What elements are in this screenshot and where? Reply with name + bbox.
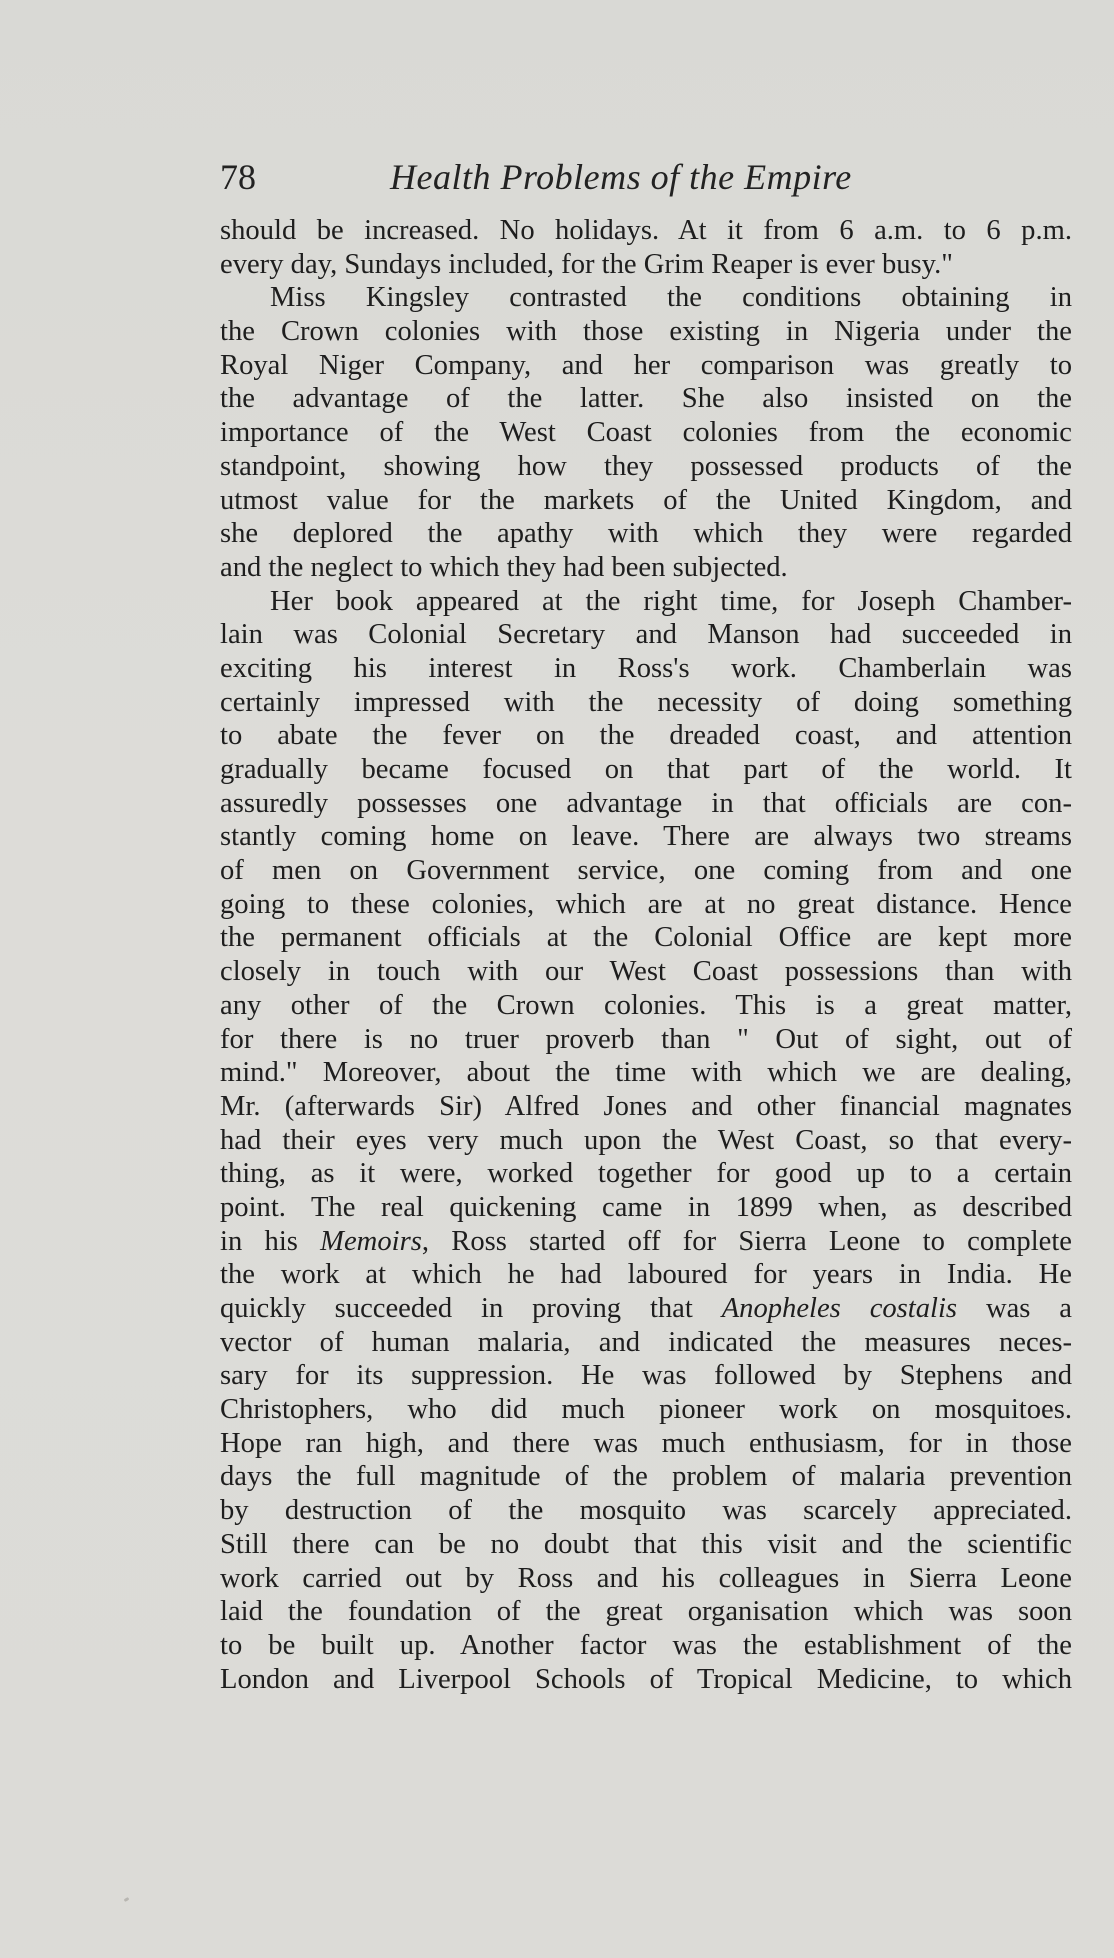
text-line: gradually became focused on that part of the world. It — [220, 754, 1072, 785]
text-line: exciting his interest in Ross's work. Chamberlain was — [220, 652, 1072, 684]
text-line: the advantage of the latter. She also insisted on the — [220, 383, 1072, 415]
text-line: standpoint, showing how they possessed products of the — [220, 450, 1072, 482]
text-line: Miss Kingsley contrasted the conditions obtaining in — [270, 282, 1072, 314]
text-line: to be built up. Another factor was the establishment of the — [220, 1629, 1072, 1661]
text-line: assuredly possesses one advantage in that officials are con- — [220, 787, 1072, 819]
text-line: point. The real quickening came in 1899 when, as described — [220, 1191, 1072, 1223]
text-line: sary for its suppression. He was followed by Stephens and — [220, 1360, 1072, 1392]
text-line: Royal Niger Company, and her comparison was greatly to — [220, 349, 1072, 381]
text-line: Christophers, who did much pioneer work on mosquitoes. — [220, 1394, 1072, 1426]
text-line: every day, Sundays included, for the Grim Reaper is ever busy." — [220, 248, 953, 280]
text-line: laid the foundation of the great organisation which was soon — [220, 1596, 1072, 1628]
text-line: closely in touch with our West Coast possessions than with — [220, 956, 1072, 988]
text-line: stantly coming home on leave. There are always two streams — [220, 821, 1072, 853]
text-line: in his Memoirs, Ross started off for Sierra Leone to complete — [220, 1225, 1072, 1257]
text-line: Mr. (afterwards Sir) Alfred Jones and other financial magnates — [220, 1090, 1072, 1122]
text-line: certainly impressed with the necessity of doing something — [220, 686, 1072, 718]
text-line: should be increased. No holidays. At it from 6 a.m. to 6 p.m. — [220, 215, 1072, 246]
text-line: vector of human malaria, and indicated the measures neces- — [220, 1326, 1072, 1358]
italic-phrase: Anopheles costalis — [721, 1293, 958, 1324]
text-line: work carried out by Ross and his colleagues in Sierra Leone — [220, 1562, 1072, 1594]
text-line: for there is no truer proverb than " Out of sight, out of — [220, 1023, 1072, 1055]
text-line: the permanent officials at the Colonial Office are kept more — [220, 922, 1072, 954]
italic-phrase: Memoirs — [320, 1225, 422, 1257]
text-line: the Crown colonies with those existing in Nigeria under the — [220, 316, 1072, 348]
text-line: she deplored the apathy with which they were regarded — [220, 518, 1072, 550]
running-head: Health Problems of the Empire — [390, 157, 852, 197]
text-line: utmost value for the markets of the United Kingdom, and — [220, 484, 1072, 516]
text-line: quickly succeeded in proving that Anopheles costalis was a — [220, 1293, 1072, 1324]
text-line: mind." Moreover, about the time with which we are dealing, — [220, 1057, 1072, 1089]
text-line: Hope ran high, and there was much enthusiasm, for in those — [220, 1427, 1072, 1459]
text-line: lain was Colonial Secretary and Manson had succeeded in — [220, 619, 1072, 651]
text-line: thing, as it were, worked together for good up to a certain — [220, 1158, 1072, 1190]
text-line: of men on Government service, one coming from and one — [220, 855, 1072, 887]
text-line: and the neglect to which they had been subjected. — [220, 551, 788, 583]
page-number: 78 — [220, 157, 256, 197]
text-line: had their eyes very much upon the West Coast, so that every- — [220, 1124, 1072, 1156]
text-line: to abate the fever on the dreaded coast, and attention — [220, 720, 1072, 752]
text-line: London and Liverpool Schools of Tropical Medicine, to which — [220, 1663, 1072, 1695]
paper-speck — [124, 1897, 130, 1902]
text-line: by destruction of the mosquito was scarcely appreciated. — [220, 1495, 1072, 1527]
text-line: any other of the Crown colonies. This is a great matter, — [220, 989, 1072, 1021]
text-line: importance of the West Coast colonies from the economic — [220, 417, 1072, 449]
text-line: Her book appeared at the right time, for Joseph Chamber- — [270, 585, 1072, 617]
text-line: the work at which he had laboured for years in India. He — [220, 1259, 1072, 1291]
text-line: Still there can be no doubt that this visit and the scientific — [220, 1528, 1072, 1560]
page-header — [220, 152, 1080, 202]
text-line: going to these colonies, which are at no great distance. Hence — [220, 888, 1072, 920]
body-text — [220, 214, 1072, 1696]
text-line: days the full magnitude of the problem of malaria prevention — [220, 1461, 1072, 1493]
